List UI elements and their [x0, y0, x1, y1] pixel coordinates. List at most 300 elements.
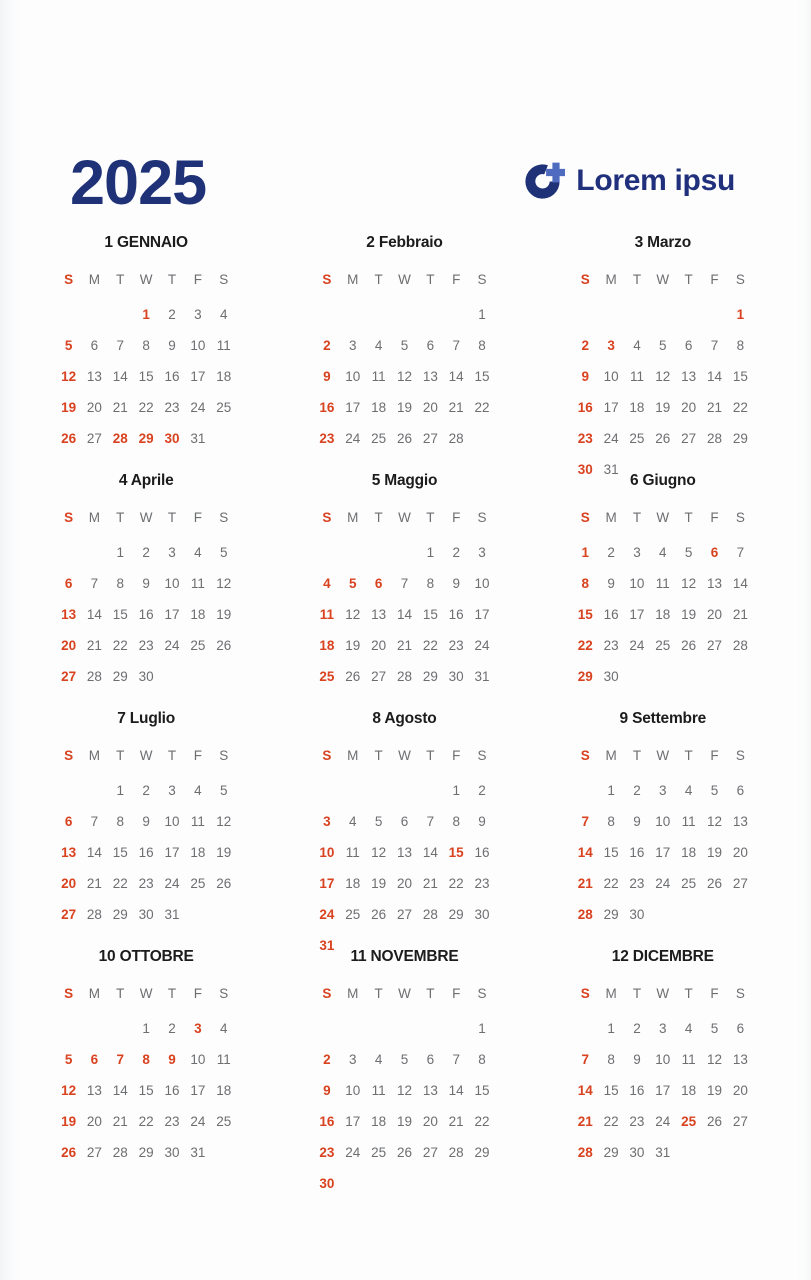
day-cell[interactable]: 23	[138, 876, 154, 891]
day-cell[interactable]: 10	[319, 845, 335, 860]
day-cell[interactable]: 15	[603, 845, 619, 860]
day-cell[interactable]: 30	[474, 907, 490, 922]
day-cell[interactable]: 6	[710, 545, 719, 560]
day-cell[interactable]: 17	[190, 369, 206, 384]
day-cell[interactable]: 25	[190, 876, 206, 891]
day-cell[interactable]: 25	[319, 669, 335, 684]
day-cell[interactable]: 1	[607, 1021, 615, 1036]
day-cell[interactable]: 1	[478, 1021, 486, 1036]
day-cell[interactable]: 7	[452, 1052, 460, 1067]
day-cell[interactable]: 20	[422, 1114, 438, 1129]
day-cell[interactable]: 9	[633, 1052, 641, 1067]
day-cell[interactable]: 24	[474, 638, 490, 653]
day-cell[interactable]: 17	[345, 1114, 361, 1129]
day-cell[interactable]: 28	[86, 907, 102, 922]
day-cell[interactable]: 7	[710, 338, 719, 353]
day-cell[interactable]: 16	[577, 400, 593, 415]
day-cell[interactable]: 30	[138, 669, 154, 684]
day-cell[interactable]: 9	[168, 1052, 176, 1067]
day-cell[interactable]: 11	[681, 814, 696, 829]
day-cell[interactable]: 18	[345, 876, 361, 891]
day-cell[interactable]: 6	[426, 1052, 435, 1067]
day-cell[interactable]: 26	[61, 1145, 77, 1160]
day-cell[interactable]: 1	[452, 783, 460, 798]
day-cell[interactable]: 14	[422, 845, 438, 860]
day-cell[interactable]: 13	[422, 1083, 438, 1098]
day-cell[interactable]: 18	[371, 1114, 387, 1129]
day-cell[interactable]: 21	[86, 638, 102, 653]
day-cell[interactable]: 15	[577, 607, 593, 622]
day-cell[interactable]: 28	[112, 431, 128, 446]
day-cell[interactable]: 24	[655, 1114, 671, 1129]
day-cell[interactable]: 18	[216, 1083, 232, 1098]
day-cell[interactable]: 2	[633, 1021, 641, 1036]
day-cell[interactable]: 20	[707, 607, 723, 622]
day-cell[interactable]: 1	[736, 307, 745, 322]
day-cell[interactable]: 19	[216, 845, 232, 860]
day-cell[interactable]: 15	[112, 607, 128, 622]
day-cell[interactable]: 8	[426, 576, 435, 591]
day-cell[interactable]: 12	[655, 369, 671, 384]
day-cell[interactable]: 4	[194, 783, 202, 798]
day-cell[interactable]: 4	[684, 783, 693, 798]
day-cell[interactable]: 15	[422, 607, 438, 622]
day-cell[interactable]: 14	[112, 1083, 128, 1098]
day-cell[interactable]: 7	[426, 814, 435, 829]
day-cell[interactable]: 28	[732, 638, 748, 653]
day-cell[interactable]: 31	[655, 1145, 671, 1160]
day-cell[interactable]: 16	[629, 1083, 645, 1098]
day-cell[interactable]: 20	[732, 845, 748, 860]
day-cell[interactable]: 5	[349, 576, 357, 591]
day-cell[interactable]: 22	[422, 638, 438, 653]
day-cell[interactable]: 3	[194, 1021, 202, 1036]
day-cell[interactable]: 22	[138, 400, 154, 415]
day-cell[interactable]: 12	[371, 845, 387, 860]
day-cell[interactable]: 15	[732, 369, 748, 384]
day-cell[interactable]: 14	[448, 369, 464, 384]
day-cell[interactable]: 14	[732, 576, 748, 591]
day-cell[interactable]: 11	[190, 814, 205, 829]
day-cell[interactable]: 19	[396, 1114, 412, 1129]
day-cell[interactable]: 13	[371, 607, 387, 622]
day-cell[interactable]: 12	[345, 607, 361, 622]
day-cell[interactable]: 8	[581, 576, 589, 591]
day-cell[interactable]: 24	[164, 876, 180, 891]
day-cell[interactable]: 20	[61, 638, 77, 653]
day-cell[interactable]: 17	[655, 845, 671, 860]
day-cell[interactable]: 6	[400, 814, 409, 829]
day-cell[interactable]: 24	[345, 1145, 361, 1160]
day-cell[interactable]: 26	[216, 876, 232, 891]
day-cell[interactable]: 10	[345, 369, 361, 384]
day-cell[interactable]: 13	[732, 1052, 748, 1067]
day-cell[interactable]: 13	[86, 1083, 102, 1098]
day-cell[interactable]: 3	[478, 545, 486, 560]
day-cell[interactable]: 14	[448, 1083, 464, 1098]
day-cell[interactable]: 11	[629, 369, 644, 384]
day-cell[interactable]: 14	[86, 845, 102, 860]
day-cell[interactable]: 10	[345, 1083, 361, 1098]
day-cell[interactable]: 5	[219, 783, 228, 798]
day-cell[interactable]: 31	[319, 938, 335, 953]
day-cell[interactable]: 15	[138, 1083, 154, 1098]
day-cell[interactable]: 20	[732, 1083, 748, 1098]
day-cell[interactable]: 29	[603, 1145, 619, 1160]
day-cell[interactable]: 22	[474, 400, 490, 415]
day-cell[interactable]: 17	[474, 607, 490, 622]
day-cell[interactable]: 19	[61, 1114, 77, 1129]
day-cell[interactable]: 17	[345, 400, 361, 415]
day-cell[interactable]: 17	[319, 876, 335, 891]
day-cell[interactable]: 8	[116, 576, 125, 591]
day-cell[interactable]: 24	[603, 431, 619, 446]
day-cell[interactable]: 12	[396, 1083, 412, 1098]
day-cell[interactable]: 7	[452, 338, 460, 353]
day-cell[interactable]: 8	[478, 1052, 486, 1067]
day-cell[interactable]: 5	[659, 338, 667, 353]
day-cell[interactable]: 11	[681, 1052, 696, 1067]
day-cell[interactable]: 1	[581, 545, 589, 560]
day-cell[interactable]: 3	[659, 1021, 667, 1036]
day-cell[interactable]: 22	[448, 876, 464, 891]
day-cell[interactable]: 5	[64, 338, 73, 353]
day-cell[interactable]: 27	[86, 1145, 102, 1160]
day-cell[interactable]: 20	[86, 1114, 102, 1129]
day-cell[interactable]: 15	[474, 369, 490, 384]
day-cell[interactable]: 18	[319, 638, 335, 653]
day-cell[interactable]: 19	[707, 845, 723, 860]
day-cell[interactable]: 4	[633, 338, 641, 353]
day-cell[interactable]: 29	[138, 1145, 154, 1160]
day-cell[interactable]: 28	[396, 669, 412, 684]
day-cell[interactable]: 9	[478, 814, 486, 829]
day-cell[interactable]: 21	[112, 400, 128, 415]
day-cell[interactable]: 4	[219, 307, 228, 322]
day-cell[interactable]: 26	[681, 638, 697, 653]
day-cell[interactable]: 27	[681, 431, 697, 446]
day-cell[interactable]: 13	[681, 369, 697, 384]
day-cell[interactable]: 12	[216, 576, 232, 591]
day-cell[interactable]: 18	[371, 400, 387, 415]
day-cell[interactable]: 30	[319, 1176, 335, 1191]
day-cell[interactable]: 27	[732, 876, 748, 891]
day-cell[interactable]: 18	[681, 1083, 697, 1098]
day-cell[interactable]: 1	[426, 545, 435, 560]
day-cell[interactable]: 7	[116, 338, 125, 353]
day-cell[interactable]: 23	[448, 638, 464, 653]
day-cell[interactable]: 29	[603, 907, 619, 922]
day-cell[interactable]: 16	[319, 400, 335, 415]
day-cell[interactable]: 1	[116, 783, 125, 798]
day-cell[interactable]: 31	[190, 431, 206, 446]
day-cell[interactable]: 30	[577, 462, 593, 477]
day-cell[interactable]: 3	[659, 783, 667, 798]
day-cell[interactable]: 18	[629, 400, 645, 415]
day-cell[interactable]: 28	[448, 1145, 464, 1160]
day-cell[interactable]: 12	[61, 1083, 77, 1098]
day-cell[interactable]: 22	[732, 400, 748, 415]
day-cell[interactable]: 27	[396, 907, 412, 922]
day-cell[interactable]: 16	[603, 607, 619, 622]
day-cell[interactable]: 17	[603, 400, 619, 415]
day-cell[interactable]: 15	[448, 845, 464, 860]
day-cell[interactable]: 4	[323, 576, 331, 591]
day-cell[interactable]: 11	[216, 338, 231, 353]
day-cell[interactable]: 10	[655, 1052, 671, 1067]
day-cell[interactable]: 27	[422, 431, 438, 446]
day-cell[interactable]: 9	[142, 576, 150, 591]
day-cell[interactable]: 8	[736, 338, 745, 353]
day-cell[interactable]: 11	[345, 845, 360, 860]
day-cell[interactable]: 20	[681, 400, 697, 415]
day-cell[interactable]: 6	[64, 576, 73, 591]
day-cell[interactable]: 17	[164, 845, 180, 860]
day-cell[interactable]: 31	[603, 462, 619, 477]
day-cell[interactable]: 24	[319, 907, 335, 922]
day-cell[interactable]: 29	[474, 1145, 490, 1160]
day-cell[interactable]: 23	[629, 1114, 645, 1129]
day-cell[interactable]: 8	[607, 814, 615, 829]
day-cell[interactable]: 14	[577, 1083, 593, 1098]
day-cell[interactable]: 17	[629, 607, 645, 622]
day-cell[interactable]: 5	[710, 783, 719, 798]
day-cell[interactable]: 19	[345, 638, 361, 653]
day-cell[interactable]: 14	[112, 369, 128, 384]
day-cell[interactable]: 4	[349, 814, 357, 829]
day-cell[interactable]: 10	[474, 576, 490, 591]
day-cell[interactable]: 29	[112, 907, 128, 922]
day-cell[interactable]: 13	[707, 576, 723, 591]
day-cell[interactable]: 23	[474, 876, 490, 891]
day-cell[interactable]: 21	[577, 876, 593, 891]
day-cell[interactable]: 19	[655, 400, 671, 415]
day-cell[interactable]: 13	[61, 845, 77, 860]
day-cell[interactable]: 16	[138, 845, 154, 860]
day-cell[interactable]: 20	[396, 876, 412, 891]
day-cell[interactable]: 30	[138, 907, 154, 922]
day-cell[interactable]: 18	[216, 369, 232, 384]
day-cell[interactable]: 2	[168, 1021, 176, 1036]
day-cell[interactable]: 2	[323, 338, 331, 353]
day-cell[interactable]: 6	[374, 576, 383, 591]
day-cell[interactable]: 23	[138, 638, 154, 653]
day-cell[interactable]: 14	[86, 607, 102, 622]
day-cell[interactable]: 5	[684, 545, 693, 560]
day-cell[interactable]: 25	[681, 876, 697, 891]
day-cell[interactable]: 18	[190, 845, 206, 860]
day-cell[interactable]: 27	[732, 1114, 748, 1129]
day-cell[interactable]: 25	[371, 1145, 387, 1160]
day-cell[interactable]: 5	[374, 814, 383, 829]
day-cell[interactable]: 7	[581, 1052, 589, 1067]
day-cell[interactable]: 23	[164, 1114, 180, 1129]
day-cell[interactable]: 11	[190, 576, 205, 591]
day-cell[interactable]: 22	[474, 1114, 490, 1129]
day-cell[interactable]: 7	[116, 1052, 125, 1067]
day-cell[interactable]: 25	[190, 638, 206, 653]
day-cell[interactable]: 9	[168, 338, 176, 353]
day-cell[interactable]: 3	[349, 1052, 357, 1067]
day-cell[interactable]: 26	[61, 431, 77, 446]
day-cell[interactable]: 16	[164, 1083, 180, 1098]
day-cell[interactable]: 24	[345, 431, 361, 446]
day-cell[interactable]: 13	[61, 607, 77, 622]
day-cell[interactable]: 31	[474, 669, 490, 684]
day-cell[interactable]: 7	[736, 545, 745, 560]
day-cell[interactable]: 1	[478, 307, 486, 322]
day-cell[interactable]: 28	[448, 431, 464, 446]
day-cell[interactable]: 9	[633, 814, 641, 829]
day-cell[interactable]: 2	[581, 338, 589, 353]
day-cell[interactable]: 23	[319, 1145, 335, 1160]
day-cell[interactable]: 22	[112, 876, 128, 891]
day-cell[interactable]: 25	[345, 907, 361, 922]
day-cell[interactable]: 3	[349, 338, 357, 353]
day-cell[interactable]: 10	[190, 338, 206, 353]
day-cell[interactable]: 24	[629, 638, 645, 653]
day-cell[interactable]: 22	[138, 1114, 154, 1129]
day-cell[interactable]: 6	[736, 1021, 745, 1036]
day-cell[interactable]: 25	[655, 638, 671, 653]
day-cell[interactable]: 3	[607, 338, 615, 353]
day-cell[interactable]: 7	[90, 576, 99, 591]
day-cell[interactable]: 19	[216, 607, 232, 622]
day-cell[interactable]: 31	[190, 1145, 206, 1160]
day-cell[interactable]: 29	[448, 907, 464, 922]
day-cell[interactable]: 21	[707, 400, 723, 415]
day-cell[interactable]: 25	[681, 1114, 697, 1129]
day-cell[interactable]: 2	[142, 545, 150, 560]
day-cell[interactable]: 11	[655, 576, 670, 591]
day-cell[interactable]: 4	[659, 545, 667, 560]
day-cell[interactable]: 26	[707, 876, 723, 891]
day-cell[interactable]: 9	[142, 814, 150, 829]
day-cell[interactable]: 9	[323, 369, 331, 384]
day-cell[interactable]: 28	[577, 1145, 593, 1160]
day-cell[interactable]: 4	[374, 1052, 383, 1067]
day-cell[interactable]: 9	[323, 1083, 331, 1098]
day-cell[interactable]: 28	[112, 1145, 128, 1160]
day-cell[interactable]: 1	[142, 307, 150, 322]
day-cell[interactable]: 11	[319, 607, 335, 622]
day-cell[interactable]: 25	[216, 1114, 232, 1129]
day-cell[interactable]: 3	[323, 814, 331, 829]
day-cell[interactable]: 10	[603, 369, 619, 384]
day-cell[interactable]: 26	[707, 1114, 723, 1129]
day-cell[interactable]: 2	[478, 783, 486, 798]
day-cell[interactable]: 2	[142, 783, 150, 798]
day-cell[interactable]: 12	[216, 814, 232, 829]
day-cell[interactable]: 15	[112, 845, 128, 860]
day-cell[interactable]: 26	[216, 638, 232, 653]
day-cell[interactable]: 10	[164, 576, 180, 591]
day-cell[interactable]: 4	[684, 1021, 693, 1036]
day-cell[interactable]: 22	[603, 1114, 619, 1129]
day-cell[interactable]: 30	[448, 669, 464, 684]
day-cell[interactable]: 9	[452, 576, 460, 591]
day-cell[interactable]: 11	[216, 1052, 231, 1067]
day-cell[interactable]: 19	[61, 400, 77, 415]
day-cell[interactable]: 8	[142, 338, 150, 353]
day-cell[interactable]: 10	[190, 1052, 206, 1067]
day-cell[interactable]: 8	[478, 338, 486, 353]
day-cell[interactable]: 26	[396, 1145, 412, 1160]
day-cell[interactable]: 21	[112, 1114, 128, 1129]
day-cell[interactable]: 24	[190, 400, 206, 415]
day-cell[interactable]: 29	[422, 669, 438, 684]
day-cell[interactable]: 17	[655, 1083, 671, 1098]
day-cell[interactable]: 15	[603, 1083, 619, 1098]
day-cell[interactable]: 27	[707, 638, 723, 653]
day-cell[interactable]: 23	[577, 431, 593, 446]
day-cell[interactable]: 13	[732, 814, 748, 829]
day-cell[interactable]: 22	[577, 638, 593, 653]
day-cell[interactable]: 14	[577, 845, 593, 860]
day-cell[interactable]: 24	[190, 1114, 206, 1129]
day-cell[interactable]: 27	[61, 669, 77, 684]
day-cell[interactable]: 11	[371, 369, 386, 384]
day-cell[interactable]: 26	[655, 431, 671, 446]
day-cell[interactable]: 8	[142, 1052, 150, 1067]
day-cell[interactable]: 24	[164, 638, 180, 653]
day-cell[interactable]: 12	[707, 1052, 723, 1067]
day-cell[interactable]: 6	[684, 338, 693, 353]
day-cell[interactable]: 3	[194, 307, 202, 322]
day-cell[interactable]: 5	[64, 1052, 73, 1067]
day-cell[interactable]: 8	[607, 1052, 615, 1067]
day-cell[interactable]: 3	[168, 545, 176, 560]
day-cell[interactable]: 10	[629, 576, 645, 591]
day-cell[interactable]: 27	[61, 907, 77, 922]
day-cell[interactable]: 30	[629, 907, 645, 922]
day-cell[interactable]: 6	[90, 338, 99, 353]
day-cell[interactable]: 1	[142, 1021, 150, 1036]
day-cell[interactable]: 6	[90, 1052, 99, 1067]
day-cell[interactable]: 25	[629, 431, 645, 446]
day-cell[interactable]: 10	[164, 814, 180, 829]
day-cell[interactable]: 13	[396, 845, 412, 860]
day-cell[interactable]: 27	[371, 669, 387, 684]
day-cell[interactable]: 2	[633, 783, 641, 798]
day-cell[interactable]: 3	[168, 783, 176, 798]
day-cell[interactable]: 7	[90, 814, 99, 829]
day-cell[interactable]: 18	[655, 607, 671, 622]
day-cell[interactable]: 26	[345, 669, 361, 684]
day-cell[interactable]: 18	[681, 845, 697, 860]
day-cell[interactable]: 12	[707, 814, 723, 829]
day-cell[interactable]: 19	[396, 400, 412, 415]
day-cell[interactable]: 12	[61, 369, 77, 384]
day-cell[interactable]: 6	[64, 814, 73, 829]
day-cell[interactable]: 4	[374, 338, 383, 353]
day-cell[interactable]: 25	[371, 431, 387, 446]
day-cell[interactable]: 16	[138, 607, 154, 622]
day-cell[interactable]: 21	[396, 638, 412, 653]
day-cell[interactable]: 19	[707, 1083, 723, 1098]
day-cell[interactable]: 15	[474, 1083, 490, 1098]
day-cell[interactable]: 20	[422, 400, 438, 415]
day-cell[interactable]: 11	[371, 1083, 386, 1098]
day-cell[interactable]: 12	[396, 369, 412, 384]
day-cell[interactable]: 2	[323, 1052, 331, 1067]
day-cell[interactable]: 20	[61, 876, 77, 891]
day-cell[interactable]: 15	[138, 369, 154, 384]
day-cell[interactable]: 21	[732, 607, 748, 622]
day-cell[interactable]: 9	[607, 576, 615, 591]
day-cell[interactable]: 2	[452, 545, 460, 560]
day-cell[interactable]: 6	[426, 338, 435, 353]
